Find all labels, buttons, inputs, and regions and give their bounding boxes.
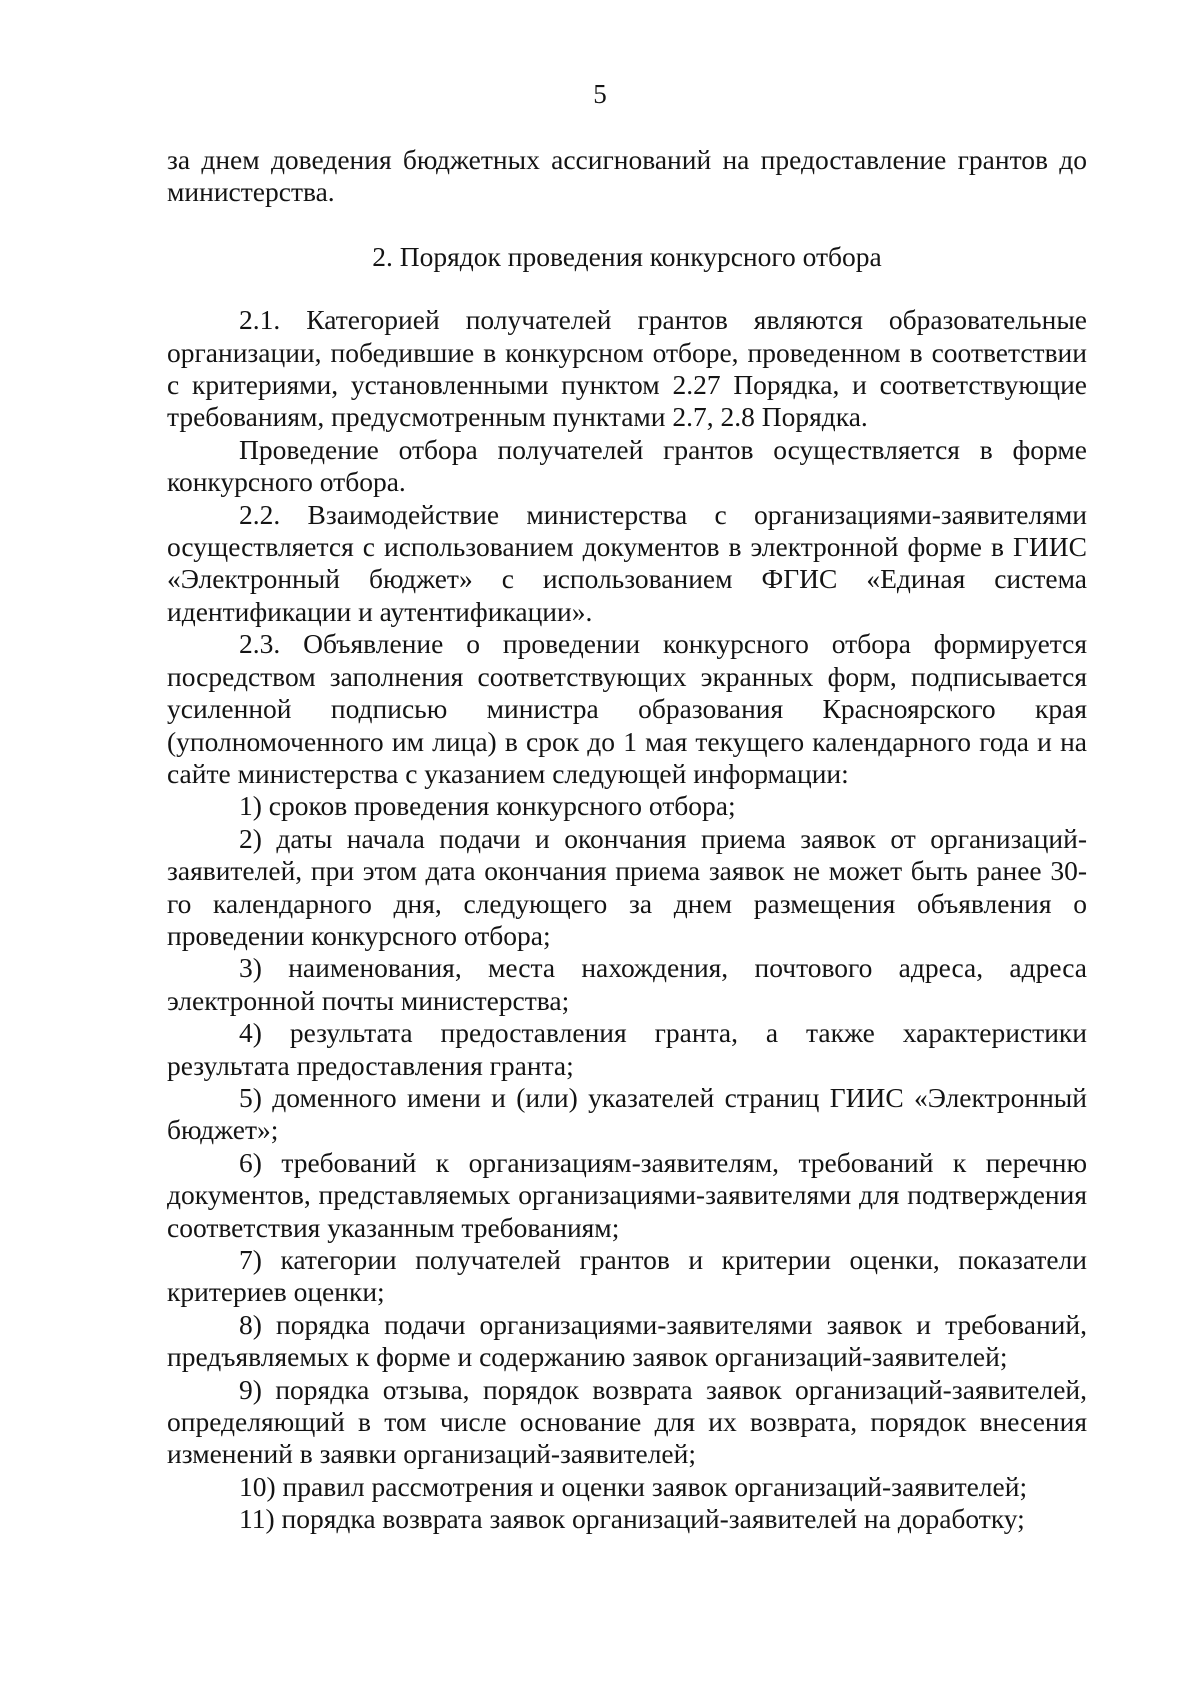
list-item-4: 4) результата предоставления гранта, а также характеристики результата предоставления гранта; (167, 1017, 1087, 1081)
list-item-5: 5) доменного имени и (или) указателей страниц ГИИС «Электронный бюджет»; (167, 1081, 1087, 1146)
list-item-8: 8) порядка подачи организациями-заявителями заявок и требований, предъявляемых к форме и содержанию заявок организаций-заявителей; (167, 1308, 1087, 1373)
list-item-3: 3) наименования, места нахождения, почтового адреса, адреса электронной почты министерства; (167, 952, 1087, 1016)
paragraph-continuation: за днем доведения бюджетных ассигнований на предоставление грантов до министерства. (167, 144, 1087, 208)
list-item-7: 7) категории получателей грантов и критерии оценки, показатели критериев оценки; (167, 1244, 1087, 1308)
list-item-2: 2) даты начала подачи и окончания приема заявок от организаций-заявителей, при этом дата окончания приема заявок не может быть ранее 30-го календарного дня, следующего за днем размещения объявления о проведении конкурсного отбора; (167, 822, 1087, 951)
section-heading: 2. Порядок проведения конкурсного отбора (372, 240, 882, 272)
page-number: 5 (593, 79, 607, 109)
list-item-10: 10) правил рассмотрения и оценки заявок организаций-заявителей; (239, 1470, 1028, 1502)
paragraph-2-1: 2.1. Категорией получателей грантов являются образовательные организации, победившие в конкурсном отборе, проведенном в соответствии с критериями, установленными пунктом 2.27 Порядка, и соответствующие требованиям, предусмотренным пунктами 2.7, 2.8 Порядка. (167, 304, 1087, 433)
list-item-1: 1) сроков проведения конкурсного отбора; (239, 790, 736, 822)
list-item-11: 11) порядка возврата заявок организаций-заявителей на доработку; (239, 1503, 1025, 1535)
paragraph-2-3: 2.3. Объявление о проведении конкурсного отбора формируется посредством заполнения соответствующих экранных форм, подписывается усиленной подписью министра образования Красноярского края (уполномоченного им лица) в срок до 1 мая текущего календарного года и на сайте министерства с указанием следующей информации: (167, 628, 1087, 789)
list-item-9: 9) порядка отзыва, порядок возврата заявок организаций-заявителей, определяющий в том числе основание для их возврата, порядок внесения изменений в заявки организаций-заявителей; (167, 1373, 1087, 1470)
document-body (167, 144, 1087, 1536)
paragraph-2-2: 2.2. Взаимодействие министерства с организациями-заявителями осуществляется с использованием документов в электронной форме в ГИИС «Электронный бюджет» с использованием ФГИС «Единая система идентификации и аутентификации». (167, 498, 1087, 627)
list-item-6: 6) требований к организациям-заявителям, требований к перечню документов, представляемых организациями-заявителями для подтверждения соответствия указанным требованиям; (167, 1146, 1087, 1243)
paragraph-selection-form: Проведение отбора получателей грантов осуществляется в форме конкурсного отбора. (167, 433, 1087, 498)
